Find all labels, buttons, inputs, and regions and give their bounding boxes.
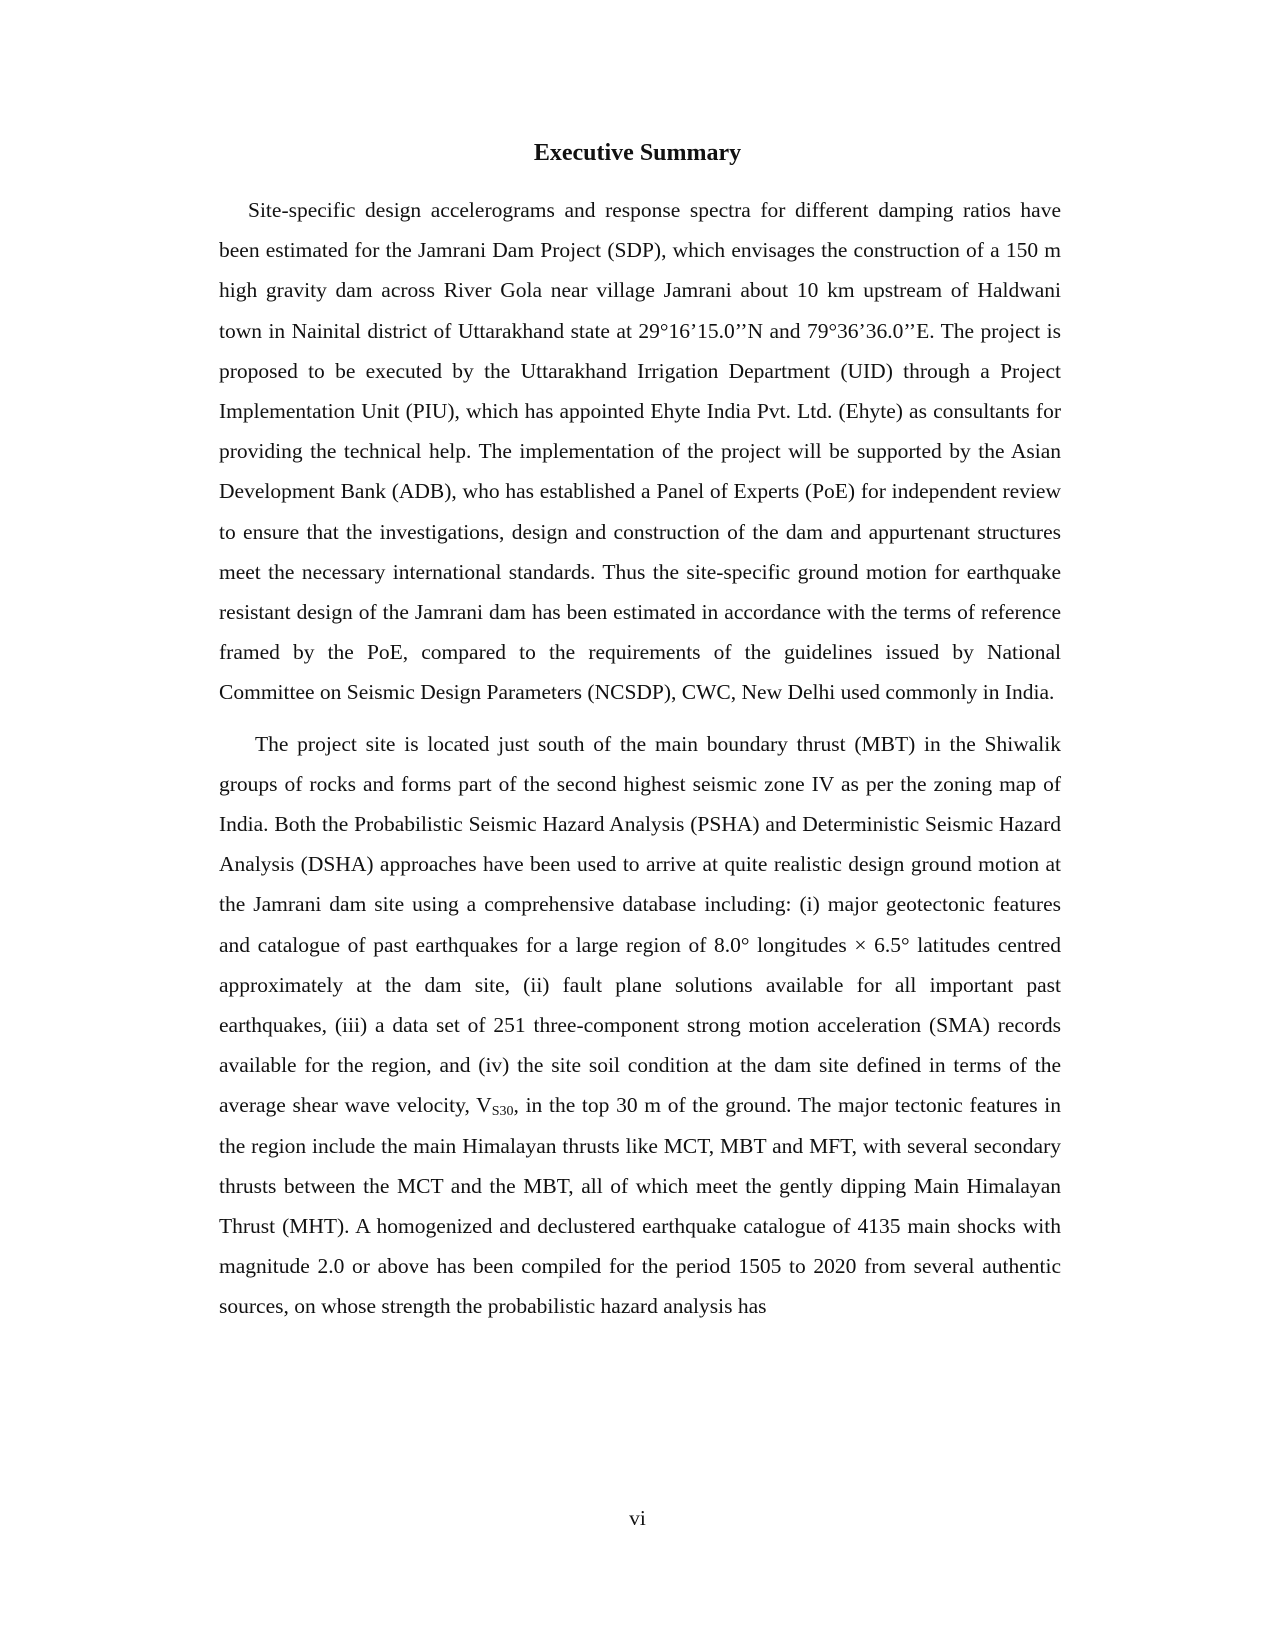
- page-number: vi: [629, 1506, 646, 1530]
- summary-paragraph-2: [219, 724, 1061, 1327]
- page-title: Executive Summary: [533, 140, 742, 166]
- paragraph-2-text-start: The project site is located just south of the main boundary thrust (MBT) in the Shiwalik groups of rocks and forms part of the second highest seismic zone IV as per the zoning map of India. Both the Probabilistic Seismic Hazard Analysis (PSHA) and Deterministic Seismic Hazard Analysis (DSHA) approaches have been used to arrive at quite realistic design ground motion at the Jamrani dam site using a comprehensive database including: (i) major geotectonic features and catalogue of past earthquakes for a large region of 8.0° longitudes × 6.5° latitudes centred approximately at the dam site, (ii) fault plane solutions available for all important past earthquakes, (iii) a data set of 251 three-component strong motion acceleration (SMA) records available for the region, and (iv) the site soil condition at the dam site defined in terms of the average shear wave velocity, V: [219, 731, 1061, 1118]
- summary-body: [219, 190, 1061, 1327]
- paragraph-2-text-end: , in the top 30 m of the ground. The major tectonic features in the region include the main Himalayan thrusts like MCT, MBT and MFT, with several secondary thrusts between the MCT and the MBT, all of which meet the gently dipping Main Himalayan Thrust (MHT). A homogenized and declustered earthquake catalogue of 4135 main shocks with magnitude 2.0 or above has been compiled for the period 1505 to 2020 from several authentic sources, on whose strength the probabilistic hazard analysis has: [219, 1093, 1061, 1319]
- summary-paragraph-1: Site-specific design accelerograms and response spectra for different damping ratios have been estimated for the Jamrani Dam Project (SDP), which envisages the construction of a 150 m high gravity dam across River Gola near village Jamrani about 10 km upstream of Haldwani town in Nainital district of Uttarakhand state at 29°16’15.0’’N and 79°36’36.0’’E. The project is proposed to be executed by the Uttarakhand Irrigation Department (UID) through a Project Implementation Unit (PIU), which has appointed Ehyte India Pvt. Ltd. (Ehyte) as consultants for providing the technical help. The implementation of the project will be supported by the Asian Development Bank (ADB), who has established a Panel of Experts (PoE) for independent review to ensure that the investigations, design and construction of the dam and appurtenant structures meet the necessary international standards. Thus the site-specific ground motion for earthquake resistant design of the Jamrani dam has been estimated in accordance with the terms of reference framed by the PoE, compared to the requirements of the guidelines issued by National Committee on Seismic Design Parameters (NCSDP), CWC, New Delhi used commonly in India.: [219, 198, 1061, 705]
- vs30-subscript: S30: [491, 1104, 514, 1120]
